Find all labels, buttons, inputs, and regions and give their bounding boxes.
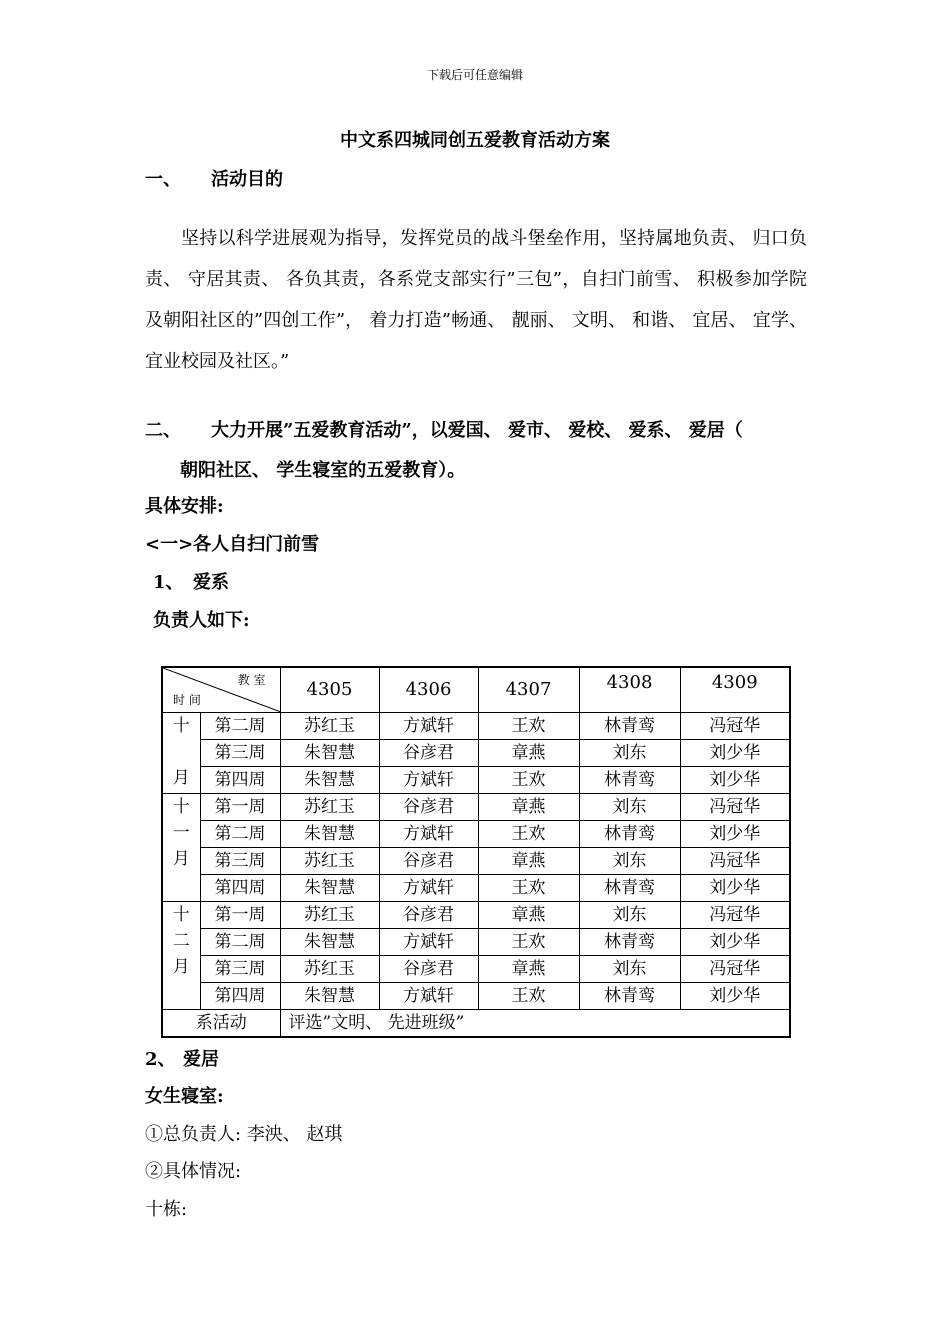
person-cell: 方斌轩 xyxy=(379,875,478,902)
person-cell: 谷彦君 xyxy=(379,794,478,821)
person-cell: 章燕 xyxy=(478,794,579,821)
section2-heading-line1: 大力开展”五爱教育活动”，以爱国、 爱市、 爱校、 爱系、 爱居（ xyxy=(211,420,743,441)
person-cell: 刘少华 xyxy=(680,767,790,794)
person-cell: 朱智慧 xyxy=(280,767,379,794)
person-cell: 王欢 xyxy=(478,875,579,902)
table-header-row xyxy=(162,667,790,713)
person-cell: 王欢 xyxy=(478,929,579,956)
person-cell: 章燕 xyxy=(478,740,579,767)
person-cell: 刘东 xyxy=(579,956,680,983)
item2-number: 2、 xyxy=(145,1049,176,1070)
table-row xyxy=(162,875,790,902)
section2-heading-line2: 朝阳社区、 学生寝室的五爱教育）。 xyxy=(180,460,466,481)
arrangement-label: 具体安排: xyxy=(145,496,224,517)
person-cell: 冯冠华 xyxy=(680,713,790,740)
person-cell: 苏红玉 xyxy=(280,848,379,875)
person-cell: 朱智慧 xyxy=(280,821,379,848)
person-cell: 冯冠华 xyxy=(680,794,790,821)
person-cell: 方斌轩 xyxy=(379,821,478,848)
person-cell: 方斌轩 xyxy=(379,767,478,794)
person-cell: 林青鸾 xyxy=(579,713,680,740)
week-cell: 第三周 xyxy=(200,740,280,767)
person-cell: 王欢 xyxy=(478,713,579,740)
section1-heading: 活动目的 xyxy=(211,169,283,190)
item1-number: 1、 xyxy=(153,572,184,593)
item2-label: 爱居 xyxy=(183,1049,219,1070)
month-label: 十 一 月 xyxy=(172,797,190,869)
person-cell: 方斌轩 xyxy=(379,983,478,1010)
room-header: 4308 xyxy=(579,667,680,713)
person-cell: 朱智慧 xyxy=(280,740,379,767)
room-header: 4306 xyxy=(379,667,478,713)
person-cell: 苏红玉 xyxy=(280,902,379,929)
person-cell: 章燕 xyxy=(478,902,579,929)
schedule-table xyxy=(161,666,791,1038)
section1-body: 坚持以科学进展观为指导，发挥党员的战斗堡垒作用，坚持属地负责、 归口负责、 守居其责、 各负其责，各系党支部实行”三包”，自扫门前雪、 积极参加学院及朝阳社区的”四创工作”， 着力打造”畅通、 靓丽、 文明、 和谐、 宜居、 宜学、 宜业校园及社区。” xyxy=(145,228,807,372)
table-footer-row xyxy=(162,1010,790,1038)
list-item-1: ①总负责人: 李泱、 赵琪 xyxy=(145,1124,343,1145)
person-cell: 刘少华 xyxy=(680,821,790,848)
person-cell: 林青鸾 xyxy=(579,929,680,956)
person-cell: 刘东 xyxy=(579,848,680,875)
person-cell: 刘东 xyxy=(579,902,680,929)
person-cell: 冯冠华 xyxy=(680,848,790,875)
person-cell: 谷彦君 xyxy=(379,956,478,983)
person-cell: 王欢 xyxy=(478,767,579,794)
person-cell: 朱智慧 xyxy=(280,875,379,902)
table-row xyxy=(162,767,790,794)
document-title: 中文系四城同创五爱教育活动方案 xyxy=(340,130,610,151)
corner-cell xyxy=(162,667,280,713)
person-cell: 王欢 xyxy=(478,983,579,1010)
month-cell xyxy=(162,794,200,902)
table-row xyxy=(162,821,790,848)
table-row xyxy=(162,848,790,875)
person-cell: 苏红玉 xyxy=(280,956,379,983)
person-cell: 朱智慧 xyxy=(280,929,379,956)
week-cell: 第三周 xyxy=(200,848,280,875)
person-cell: 方斌轩 xyxy=(379,929,478,956)
week-cell: 第一周 xyxy=(200,902,280,929)
person-cell: 谷彦君 xyxy=(379,902,478,929)
building-label: 十栋: xyxy=(145,1199,188,1220)
month-cell xyxy=(162,713,200,794)
section1-number: 一、 xyxy=(145,169,181,190)
room-header: 4307 xyxy=(478,667,579,713)
person-cell: 章燕 xyxy=(478,848,579,875)
person-cell: 林青鸾 xyxy=(579,983,680,1010)
table-row xyxy=(162,956,790,983)
person-cell: 刘东 xyxy=(579,794,680,821)
week-cell: 第四周 xyxy=(200,875,280,902)
week-cell: 第一周 xyxy=(200,794,280,821)
subsection-1-title: <一>各人自扫门前雪 xyxy=(145,534,320,555)
person-cell: 谷彦君 xyxy=(379,740,478,767)
activity-value-cell: 评选”文明、 先进班级” xyxy=(280,1010,790,1038)
person-cell: 方斌轩 xyxy=(379,713,478,740)
week-cell: 第二周 xyxy=(200,929,280,956)
person-cell: 林青鸾 xyxy=(579,821,680,848)
responsible-label: 负责人如下: xyxy=(153,610,250,631)
room-header: 4305 xyxy=(280,667,379,713)
person-cell: 苏红玉 xyxy=(280,794,379,821)
week-cell: 第四周 xyxy=(200,983,280,1010)
person-cell: 林青鸾 xyxy=(579,767,680,794)
room-header: 4309 xyxy=(680,667,790,713)
person-cell: 谷彦君 xyxy=(379,848,478,875)
item1-label: 爱系 xyxy=(193,572,229,593)
table-row xyxy=(162,929,790,956)
corner-top-label: 教 室 xyxy=(237,673,266,687)
header-note: 下载后可任意编辑 xyxy=(426,68,523,82)
corner-bottom-label: 时 间 xyxy=(173,693,201,707)
week-cell: 第二周 xyxy=(200,821,280,848)
person-cell: 朱智慧 xyxy=(280,983,379,1010)
table-row xyxy=(162,740,790,767)
week-cell: 第三周 xyxy=(200,956,280,983)
month-cell xyxy=(162,902,200,1010)
activity-label-cell: 系活动 xyxy=(162,1010,280,1038)
month-label: 十 二 月 xyxy=(172,905,190,977)
table-row xyxy=(162,794,790,821)
female-dorm-label: 女生寝室: xyxy=(145,1086,224,1107)
person-cell: 冯冠华 xyxy=(680,956,790,983)
person-cell: 刘少华 xyxy=(680,740,790,767)
section2-number: 二、 xyxy=(145,420,181,441)
person-cell: 林青鸾 xyxy=(579,875,680,902)
person-cell: 章燕 xyxy=(478,956,579,983)
person-cell: 刘少华 xyxy=(680,929,790,956)
week-cell: 第四周 xyxy=(200,767,280,794)
table-row xyxy=(162,713,790,740)
person-cell: 刘东 xyxy=(579,740,680,767)
list-item-2: ②具体情况: xyxy=(145,1161,242,1182)
table-row xyxy=(162,983,790,1010)
week-cell: 第二周 xyxy=(200,713,280,740)
month-label: 十 月 xyxy=(172,716,190,788)
person-cell: 王欢 xyxy=(478,821,579,848)
person-cell: 苏红玉 xyxy=(280,713,379,740)
table-row xyxy=(162,902,790,929)
person-cell: 刘少华 xyxy=(680,983,790,1010)
person-cell: 刘少华 xyxy=(680,875,790,902)
person-cell: 冯冠华 xyxy=(680,902,790,929)
